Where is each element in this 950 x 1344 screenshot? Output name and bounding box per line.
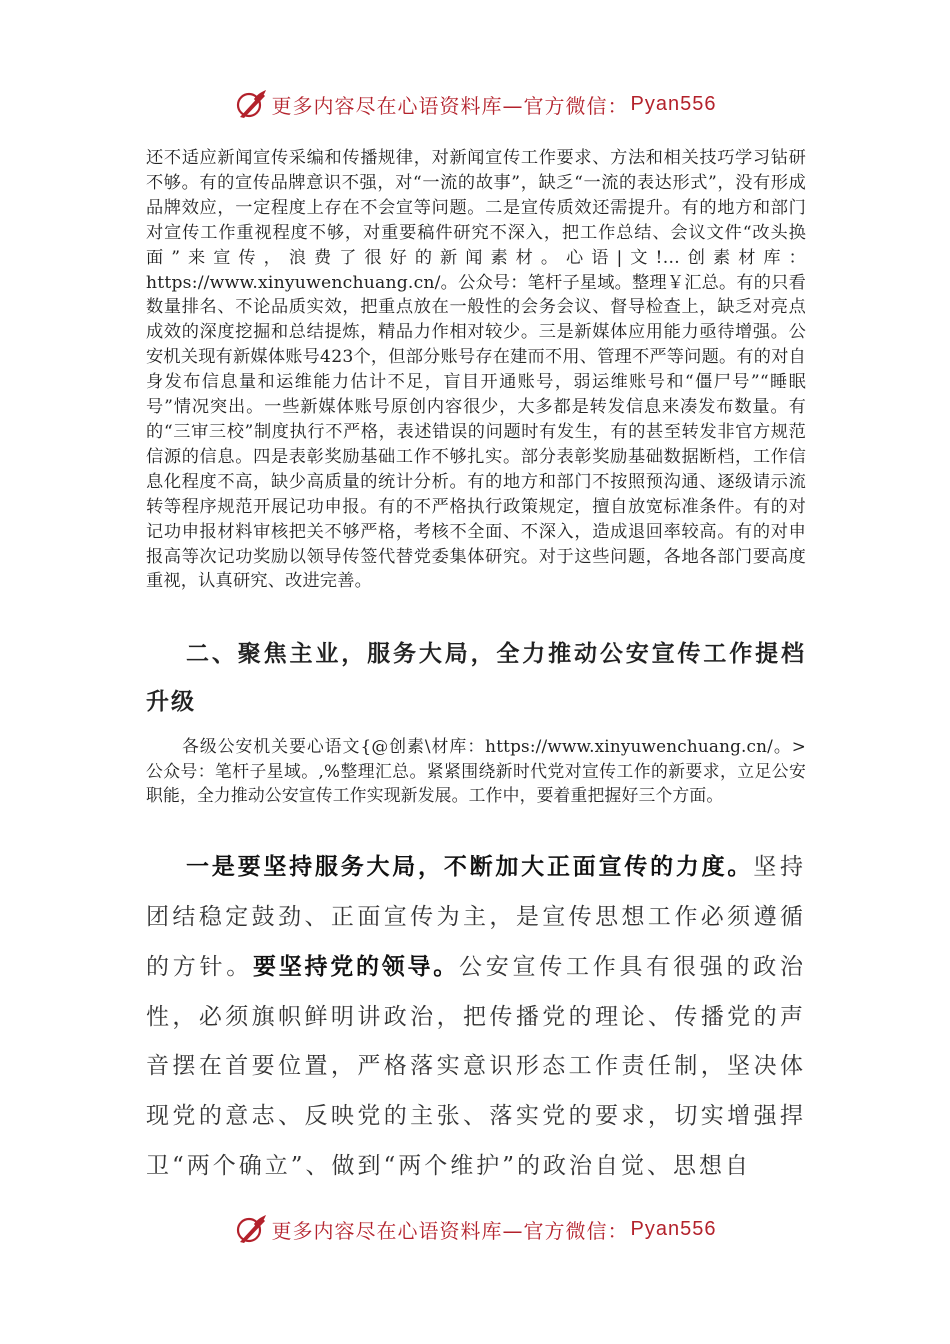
section-heading-2: 二、聚焦主业，服务大局，全力推动公安宣传工作提档升级 (146, 640, 806, 715)
footer-wechat-id: Pyan556 (630, 1217, 717, 1240)
quill-logo-icon (234, 87, 268, 121)
bold-point-2: 要坚持党的领导。 (253, 953, 459, 981)
bold-point-1: 一是要坚持服务大局，不断加大正面宣传的力度。 (186, 853, 754, 880)
point-1-text: 坚持团结稳定鼓劲、正面宣传为主，是宣传思想工作必须遵循的方针。 (146, 854, 807, 981)
header-banner (0, 84, 950, 124)
quill-logo-icon (234, 1212, 268, 1246)
point-2-text: 公安宣传工作具有很强的政治性，必须旗帜鲜明讲政治，把传播党的理论、传播党的声音摆在首要位置，严格落实意识形态工作责任制，坚决体现党的意志、反映党的主张、落实党的要求，切实增强捍卫“两个确立”、做到“两个维护”的政治自觉、思想自 (146, 954, 806, 1179)
body-paragraph-2: 各级公安机关要心语文{@创素\材库：https://www.xinyuwenchuang.cn/。>公众号：笔杆子星域。,%整理汇总。紧紧围绕新时代党对宣传工作的新要求，立足公安职能，全力推动公安宣传工作实现新发展。工作中，要着重把握好三个方面。 (146, 736, 806, 806)
header-banner-text: 更多内容尽在心语资料库—官方微信： (271, 93, 629, 118)
footer-banner-text: 更多内容尽在心语资料库—官方微信： (271, 1218, 629, 1243)
body-paragraph-3 (146, 842, 806, 1191)
body-paragraph-1: 还不适应新闻宣传采编和传播规律，对新闻宣传工作要求、方法和相关技巧学习钻研不够。有的宣传品牌意识不强，对“一流的故事”，缺乏“一流的表达形式”，没有形成品牌效应，一定程度上存在不会宣等问题。二是宣传质效还需提升。有的地方和部门对宣传工作重视程度不够，对重要稿件研究不深入，把工作总结、会议文件“改头换面”来宣传，浪费了很好的新闻素材。心语|文!…创素材库：https://www.xinyuwenchuang.cn/。公众号：笔杆子星域。整理￥汇总。有的只看数量排名、不论品质实效，把重点放在一般性的会务会议、督导检查上，缺乏对亮点成效的深度挖掘和总结提炼，精品力作相对较少。三是新媒体应用能力亟待增强。公安机关现有新媒体账号423个，但部分账号存在建而不用、管理不严等问题。有的对自身发布信息量和运维能力估计不足，盲目开通账号，弱运维账号和“僵尸号”“睡眠号”情况突出。一些新媒体账号原创内容很少，大多都是转发信息来凑发布数量。有的“三审三校”制度执行不严格，表述错误的问题时有发生，有的甚至转发非官方规范信源的信息。四是表彰奖励基础工作不够扎实。部分表彰奖励基础数据断档，工作信息化程度不高，缺少高质量的统计分析。有的地方和部门不按照预沟通、逐级请示流转等程序规范开展记功申报。有的不严格执行政策规定，擅自放宽标准条件。有的对记功申报材料审核把关不够严格，考核不全面、不深入，造成退回率较高。有的对申报高等次记功奖励以领导传签代替党委集体研究。对于这些问题，各地各部门要高度重视，认真研究、改进完善。 (146, 148, 806, 592)
header-wechat-id: Pyan556 (630, 92, 717, 115)
footer-banner (0, 1209, 950, 1249)
